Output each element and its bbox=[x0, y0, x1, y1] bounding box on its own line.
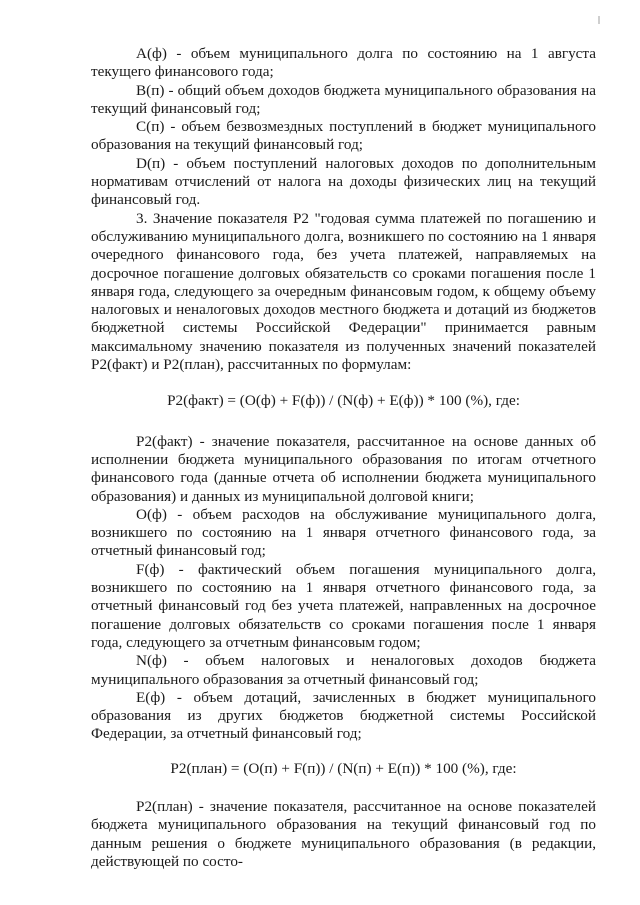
definition-a-fact: А(ф) - объем муниципального долга по состоянию на 1 августа текущего финансового года; bbox=[91, 45, 596, 81]
definition-p2-plan: Р2(план) - значение показателя, рассчитанное на основе показателей бюджета муниципального образования на текущий финансовый год по данным решения о бюджете муниципального образования (в редакции, действующей по состо- bbox=[91, 797, 596, 870]
document-body bbox=[91, 45, 596, 871]
definition-e-fact: Е(ф) - объем дотаций, зачисленных в бюджет муниципального образования из других бюджетов бюджетной системы Российской Федерации, за отчетный финансовый год; bbox=[91, 688, 596, 743]
definition-o-fact: О(ф) - объем расходов на обслуживание муниципального долга, возникшего по состоянию на 1 января отчетного финансового года, за отчетный финансовый год; bbox=[91, 505, 596, 560]
definition-d-plan: D(п) - объем поступлений налоговых доходов по дополнительным нормативам отчислений от налога на доходы физических лиц на текущий финансовый год. bbox=[91, 154, 596, 209]
definition-b-plan: В(п) - общий объем доходов бюджета муниципального образования на текущий финансовый год; bbox=[91, 81, 596, 117]
clause-3-paragraph: 3. Значение показателя Р2 "годовая сумма платежей по погашению и обслуживанию муниципального долга, возникшего по состоянию на 1 января очередного финансового года, без учета платежей, направляемых на досрочное погашение долговых обязательств со сроками погашения после 1 января года, следующего за очередным финансовым годом, к общему объему налоговых и неналоговых доходов местного бюджета и дотаций из бюджетов бюджетной системы Российской Федерации" принимается равным максимальному значению показателя из полученных значений показателей Р2(факт) и Р2(план), рассчитанных по формулам: bbox=[91, 209, 596, 374]
definition-c-plan: С(п) - объем безвозмездных поступлений в бюджет муниципального образования на текущий финансовый год; bbox=[91, 118, 596, 154]
formula-p2-fact: Р2(факт) = (О(ф) + F(ф)) / (N(ф) + Е(ф)) * 100 (%), где: bbox=[167, 392, 520, 410]
formula-p2-plan: Р2(план) = (О(п) + F(п)) / (N(п) + Е(п)) * 100 (%), где: bbox=[170, 759, 517, 777]
definition-p2-fact: Р2(факт) - значение показателя, рассчитанное на основе данных об исполнении бюджета муниципального образования по итогам отчетного финансового года (данные отчета об исполнении бюджета муниципального образования) и данных из муниципальной долговой книги; bbox=[91, 432, 596, 505]
scan-artifact-mark bbox=[598, 16, 600, 24]
definition-n-fact: N(ф) - объем налоговых и неналоговых доходов бюджета муниципального образования за отчетный финансовый год; bbox=[91, 652, 596, 688]
definition-f-fact: F(ф) - фактический объем погашения муниципального долга, возникшего по состоянию на 1 января отчетного финансового года, за отчетный финансовый год без учета платежей, направленных на досрочное погашение долговых обязательств со сроками погашения после 1 января года, следующего за отчетным финансовым годом; bbox=[91, 560, 596, 651]
